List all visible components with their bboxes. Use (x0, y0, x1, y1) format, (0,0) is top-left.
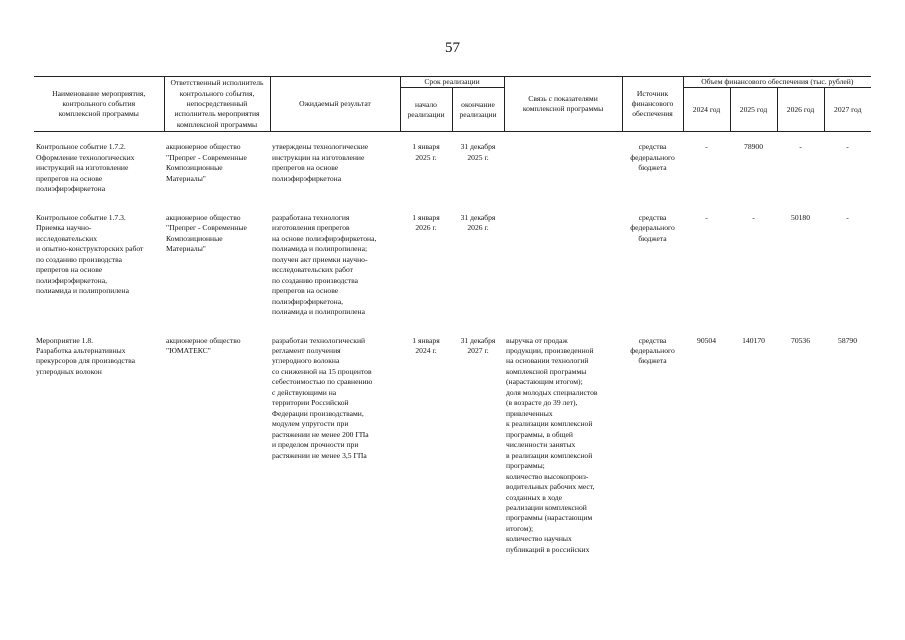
cell-indicators-link: выручка от продаж продукции, произведенной на основании технологий комплексной программы (нарастающим итогом); доля молодых специалистов (в возрасте до 39 лет), привлеченных к реализации комплексной программы, в общей численности занятых в реализации комплексной программы; количество высокопроиз- водительных рабочих мест, созданных в ходе реализации комплексной программы (нарастающим итогом); количество научных публикаций в российских (506, 335, 598, 554)
header-expected-result: Ожидаемый результат (270, 77, 400, 132)
header-year-2025: 2025 год (730, 88, 777, 132)
cell-2024: - (705, 142, 708, 152)
cell-end: 31 декабря 2026 г. (460, 212, 496, 233)
table-row (34, 142, 871, 212)
program-table (34, 76, 871, 573)
cell-expected-result: разработан технологический регламент получения углеродного волокна со сниженной на 15 процентов себестоимостью по сравнению с действующими на территории Российской Федерации производствами, модулем упругости при растяжении не менее 200 ГПа и пределом прочности при растяжении не менее 3,5 ГПа (272, 335, 373, 460)
header-funding-source: Источник финансового обеспечения (622, 77, 683, 132)
table-header (34, 77, 871, 132)
header-year-2026: 2026 год (777, 88, 824, 132)
header-finance-volume: Объем финансового обеспечения (тыс. рублей) (683, 77, 871, 88)
cell-funding-source: средства федерального бюджета (630, 212, 675, 243)
page-number: 57 (445, 40, 460, 56)
cell-start: 1 января 2025 г. (412, 142, 440, 162)
header-indicators-link: Связь с показателями комплексной программы (504, 77, 622, 132)
cell-name: Контрольное событие 1.7.3. Приемка научно- исследовательских и опытно-конструкторских работ по созданию производства препрегов на основе полиэфирэфиркетона, полиамида и полипропилена (36, 212, 144, 296)
header-name: Наименование мероприятия, контрольного события комплексной программы (34, 77, 164, 132)
cell-start: 1 января 2026 г. (412, 212, 440, 233)
cell-funding-source: средства федерального бюджета (630, 142, 675, 173)
table-row (34, 213, 871, 336)
cell-name: Мероприятие 1.8. Разработка альтернативных прекурсоров для производства углеродных волокон (36, 335, 135, 376)
header-year-2027: 2027 год (824, 88, 871, 132)
header-year-2024: 2024 год (683, 88, 730, 132)
cell-2026: - (799, 142, 802, 152)
header-responsible: Ответственный исполнитель контрольного события, непосредственный исполнитель мероприятия комплексной программы (164, 77, 270, 132)
cell-indicators-link (504, 142, 622, 212)
cell-responsible: акционерное общество "ЮМАТЕКС" (166, 335, 241, 355)
cell-name: Контрольное событие 1.7.2. Оформление технологических инструкций на изготовление препрегов на основе полиэфирэфиркетона (36, 142, 135, 194)
cell-2027: - (846, 142, 849, 152)
cell-2025: - (752, 212, 755, 222)
cell-responsible: акционерное общество "Препрег - Современные Композиционные Материалы" (166, 142, 247, 183)
header-start: начало реализации (400, 88, 452, 132)
header-end: окончание реализации (452, 88, 504, 132)
cell-2025: 140170 (742, 335, 765, 345)
table-row (34, 336, 871, 574)
cell-expected-result: утверждены технологические инструкции на изготовление препрегов на основе полиэфирэфиркетона (272, 142, 369, 183)
cell-indicators-link (504, 213, 622, 336)
cell-2026: 50180 (791, 212, 810, 222)
cell-responsible: акционерное общество "Препрег - Современные Композиционные Материалы" (166, 212, 247, 254)
header-period: Срок реализации (400, 77, 504, 88)
cell-end: 31 декабря 2027 г. (460, 335, 496, 355)
cell-2027: 58790 (838, 335, 858, 345)
cell-expected-result: разработана технология изготовления препрегов на основе полиэфирэфиркетона, полиамида и полипропилена; получен акт приемки научно- исследовательских работ по созданию производства препрегов на основе полиэфирэфиркетона, полиамида и полипропилена (272, 212, 377, 317)
cell-2026: 70536 (791, 335, 810, 345)
cell-2024: - (705, 212, 708, 222)
cell-2027: - (846, 212, 849, 222)
cell-2025: 78900 (744, 142, 763, 152)
cell-funding-source: средства федерального бюджета (630, 335, 675, 366)
cell-2024: 90504 (697, 335, 716, 345)
cell-start: 1 января 2024 г. (412, 335, 440, 355)
cell-end: 31 декабря 2025 г. (460, 142, 496, 162)
